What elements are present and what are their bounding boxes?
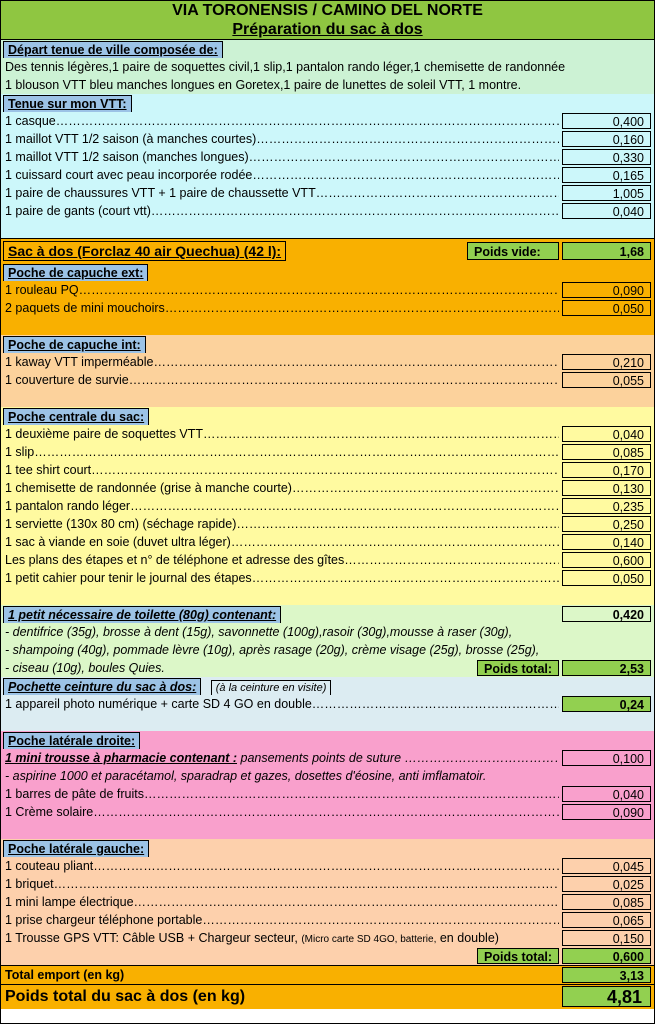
vtt-list [1, 112, 654, 220]
item-label: 1 paire de gants (court vtt) ……………………………………………………………………………………………………………………………………………………… [5, 202, 559, 220]
depart-line2: 1 blouson VTT bleu manches longues en Goretex,1 paire de lunettes de soleil VTT, 1 montre. [5, 78, 522, 92]
list-item [1, 875, 654, 893]
toilette-header: 1 petit nécessaire de toilette (80g) contenant: [3, 606, 281, 623]
gauche-total: 0,600 [562, 948, 651, 964]
list-item [1, 911, 654, 929]
depart-header: Départ tenue de ville composée de: [3, 41, 223, 58]
depart-section [1, 40, 654, 94]
item-label: 1 briquet ……………………………………………………………………………………………………………………………………………………… [5, 875, 559, 893]
item-weight: 0,090 [562, 282, 651, 298]
list-item [1, 461, 654, 479]
trousse-value: 0,100 [562, 750, 651, 766]
gps-label: 1 Trousse GPS VTT: Câble USB + Chargeur secteur, [5, 931, 298, 945]
list-item [1, 569, 654, 587]
list-item [1, 184, 654, 202]
item-weight: 0,130 [562, 480, 651, 496]
item-weight: 0,250 [562, 516, 651, 532]
item-label: 1 couverture de survie ……………………………………………………………………………………………………………………………………………………… [5, 371, 559, 389]
item-label: 1 sac à viande en soie (duvet ultra léger) ……………………………………………………………………………………………………………………………………………………… [5, 533, 559, 551]
capuche-int-list [1, 353, 654, 389]
ceinture-note: (à la ceinture en visite) [211, 680, 332, 695]
item-label: 1 petit cahier pour tenir le journal des étapes ……………………………………………………………………………………………………………………………………………………… [5, 569, 559, 587]
item-label: 1 prise chargeur téléphone portable ……………………………………………………………………………………………………………………………………………………… [5, 911, 559, 929]
toilette-section [1, 605, 654, 677]
list-item [1, 533, 654, 551]
list-item [1, 785, 654, 803]
droite-section [1, 731, 654, 839]
list-item [1, 112, 654, 130]
item-label: 1 couteau pliant ……………………………………………………………………………………………………………………………………………………… [5, 857, 559, 875]
title-line1: VIA TORONENSIS / CAMINO DEL NORTE [172, 2, 483, 19]
item-weight: 0,165 [562, 167, 651, 183]
droite-list [1, 785, 654, 821]
item-weight: 0,085 [562, 444, 651, 460]
item-label: 1 maillot VTT 1/2 saison (à manches courtes) ……………………………………………………………………………………………………………………………………………………… [5, 130, 559, 148]
sac-weight-label: Poids vide: [467, 242, 559, 260]
gps-note: (Micro carte SD 4GO, batterie, [301, 934, 437, 945]
list-item [1, 148, 654, 166]
item-weight: 0,140 [562, 534, 651, 550]
item-weight: 0,210 [562, 354, 651, 370]
centrale-header: Poche centrale du sac: [3, 408, 149, 425]
item-label: 1 chemisette de randonnée (grise à manche courte) ……………………………………………………………………………………………………………………………………………………… [5, 479, 559, 497]
ceinture-item: 1 appareil photo numérique + carte SD 4 GO en double ……………………………………………………………………………………………………………………………………………………… [5, 695, 559, 713]
list-item [1, 353, 654, 371]
item-weight: 0,045 [562, 858, 651, 874]
item-weight: 0,235 [562, 498, 651, 514]
item-weight: 0,025 [562, 876, 651, 892]
gps-end: en double) [439, 931, 499, 945]
gps-value: 0,150 [562, 930, 651, 946]
list-item [1, 515, 654, 533]
list-item [1, 425, 654, 443]
item-label: 1 barres de pâte de fruits ……………………………………………………………………………………………………………………………………………………… [5, 785, 559, 803]
toilette-line1: - dentifrice (35g), brosse à dent (15g), savonnette (100g),rasoir (30g),mousse à raser (30g), [5, 625, 513, 639]
list-item [1, 551, 654, 569]
toilette-line2: - shampoing (40g), pommade lèvre (10g), après rasage (20g), crème visage (25g), brosse (25g), [5, 643, 540, 657]
list-item [1, 857, 654, 875]
item-weight: 0,040 [562, 426, 651, 442]
poids-total-label: Poids total du sac à dos (en kg) [5, 988, 246, 1005]
item-weight: 0,040 [562, 786, 651, 802]
item-weight: 1,005 [562, 185, 651, 201]
vtt-header: Tenue sur mon VTT: [3, 95, 132, 112]
ceinture-section [1, 677, 654, 731]
capuche-int-header: Poche de capuche int: [3, 336, 146, 353]
total-emport-value: 3,13 [562, 967, 651, 983]
list-item [1, 202, 654, 220]
item-weight: 0,040 [562, 203, 651, 219]
item-label: 1 casque ……………………………………………………………………………………………………………………………………………………… [5, 112, 559, 130]
gauche-section [1, 839, 654, 965]
trousse-title: 1 mini trousse à pharmacie contenant : [5, 751, 238, 765]
toilette-total-label: Poids total: [477, 660, 559, 676]
item-label: 1 mini lampe électrique ……………………………………………………………………………………………………………………………………………………… [5, 893, 559, 911]
trousse-line2: - aspirine 1000 et paracétamol, sparadrap et gazes, dosettes d'éosine, anti imflamatoir. [5, 769, 487, 783]
toilette-total: 2,53 [562, 660, 651, 676]
item-weight: 0,090 [562, 804, 651, 820]
sac-section [1, 238, 654, 335]
ceinture-value: 0,24 [562, 696, 651, 712]
item-weight: 0,055 [562, 372, 651, 388]
item-weight: 0,050 [562, 300, 651, 316]
title-block [1, 1, 654, 40]
list-item [1, 130, 654, 148]
list-item [1, 893, 654, 911]
item-weight: 0,050 [562, 570, 651, 586]
vtt-section [1, 94, 654, 238]
capuche-int-section [1, 335, 654, 407]
list-item [1, 371, 654, 389]
item-label: 2 paquets de mini mouchoirs ……………………………………………………………………………………………………………………………………………………… [5, 299, 559, 317]
sac-title: Sac à dos (Forclaz 40 air Quechua) (42 l): [3, 241, 286, 261]
item-label: 1 paire de chaussures VTT + 1 paire de chaussette VTT ……………………………………………………………………………………………………………………………………………………… [5, 184, 559, 202]
gauche-total-label: Poids total: [477, 948, 559, 964]
capuche-ext-header: Poche de capuche ext: [3, 264, 148, 281]
item-weight: 0,600 [562, 552, 651, 568]
list-item [1, 166, 654, 184]
item-weight: 0,400 [562, 113, 651, 129]
item-label: Les plans des étapes et n° de téléphone et adresse des gîtes ……………………………………………………………………………………………………………………………………………………… [5, 551, 559, 569]
list-item [1, 299, 654, 317]
item-label: 1 Crème solaire ……………………………………………………………………………………………………………………………………………………… [5, 803, 559, 821]
item-weight: 0,170 [562, 462, 651, 478]
item-weight: 0,085 [562, 894, 651, 910]
trousse-text: pansements points de suture [240, 751, 402, 765]
item-label: 1 serviette (130x 80 cm) (séchage rapide) ……………………………………………………………………………………………………………………………………………………… [5, 515, 559, 533]
toilette-line3: - ciseau (10g), boules Quies. [5, 661, 165, 675]
sac-weight: 1,68 [562, 242, 651, 260]
item-label: 1 tee shirt court ……………………………………………………………………………………………………………………………………………………… [5, 461, 559, 479]
list-item [1, 497, 654, 515]
list-item [1, 443, 654, 461]
list-item [1, 479, 654, 497]
item-label: 1 deuxième paire de soquettes VTT ……………………………………………………………………………………………………………………………………………………… [5, 425, 559, 443]
list-item [1, 281, 654, 299]
item-label: 1 rouleau PQ ……………………………………………………………………………………………………………………………………………………… [5, 281, 559, 299]
item-weight: 0,065 [562, 912, 651, 928]
list-item [1, 803, 654, 821]
item-label: 1 kaway VTT imperméable ……………………………………………………………………………………………………………………………………………………… [5, 353, 559, 371]
gauche-list [1, 857, 654, 929]
total-emport-row [1, 965, 654, 984]
item-weight: 0,330 [562, 149, 651, 165]
toilette-value: 0,420 [562, 606, 651, 622]
ceinture-header: Pochette ceinture du sac à dos: [3, 678, 201, 695]
gauche-header: Poche latérale gauche: [3, 840, 149, 857]
item-label: 1 maillot VTT 1/2 saison (manches longues) ……………………………………………………………………………………………………………………………………………………… [5, 148, 559, 166]
total-emport-label: Total emport (en kg) [5, 968, 125, 982]
item-weight: 0,160 [562, 131, 651, 147]
item-label: 1 pantalon rando léger ……………………………………………………………………………………………………………………………………………………… [5, 497, 559, 515]
title-line2: Préparation du sac à dos [232, 21, 423, 38]
droite-header: Poche latérale droite: [3, 732, 140, 749]
poids-total-value: 4,81 [562, 986, 651, 1007]
centrale-section [1, 407, 654, 605]
poids-total-row [1, 984, 654, 1009]
centrale-list [1, 425, 654, 587]
capuche-ext-list [1, 281, 654, 317]
item-label: 1 slip ……………………………………………………………………………………………………………………………………………………… [5, 443, 559, 461]
depart-line1: Des tennis légères,1 paire de soquettes civil,1 slip,1 pantalon rando léger,1 chemisette de randonnée [5, 60, 566, 74]
item-label: 1 cuissard court avec peau incorporée rodée ……………………………………………………………………………………………………………………………………………………… [5, 166, 559, 184]
